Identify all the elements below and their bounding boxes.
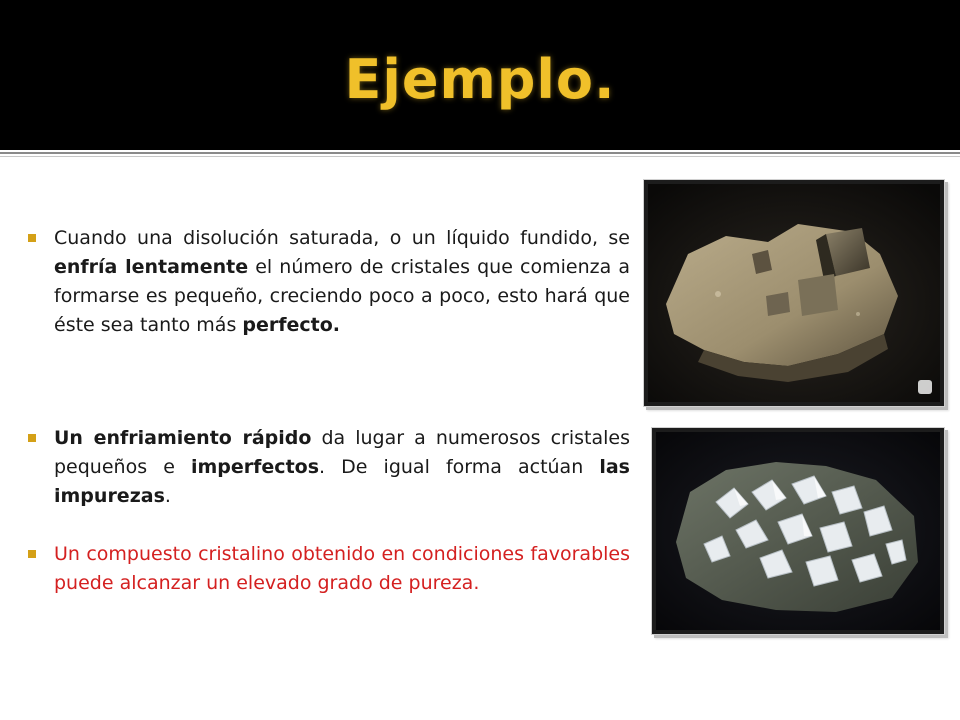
bullet-slow-cooling xyxy=(54,224,630,340)
white-crystals-photo xyxy=(652,428,944,634)
bullet-text xyxy=(54,227,630,336)
text-segment: . De igual forma actúan xyxy=(319,456,600,478)
bold-segment: Un enfriamiento rápido xyxy=(54,427,312,449)
pyrite-photo-drawing xyxy=(648,184,940,402)
pyrite-cubes-photo xyxy=(644,180,944,406)
bold-segment: imperfectos xyxy=(190,456,320,478)
bullet-square-icon xyxy=(28,550,36,558)
bullet-square-icon xyxy=(28,434,36,442)
bullet-square-icon xyxy=(28,234,36,242)
text-segment: el número de cristales que comienza a formarse es pequeño, creciendo poco a poco, esto hará que éste sea tanto más xyxy=(54,256,630,336)
bold-segment: perfecto. xyxy=(242,314,341,336)
bullet-purity xyxy=(54,540,630,598)
text-segment: Cuando una disolución saturada, o un líquido fundido, se xyxy=(54,227,630,249)
bullet-fast-cooling xyxy=(54,424,630,511)
bold-segment: enfría lentamente xyxy=(54,256,249,278)
bullet-text xyxy=(54,427,630,507)
text-segment: . xyxy=(164,485,171,507)
bold-segment: las impurezas xyxy=(54,456,630,507)
bullet-text: Un compuesto cristalino obtenido en condiciones favorables puede alcanzar un elevado grado de pureza. xyxy=(54,543,630,594)
divider-rule xyxy=(0,152,960,154)
slide-title: Ejemplo. xyxy=(344,48,616,111)
text-segment: da lugar a numerosos cristales pequeños e xyxy=(54,427,630,478)
crystals-photo-drawing xyxy=(656,432,940,630)
divider-rule-thin xyxy=(0,156,960,157)
